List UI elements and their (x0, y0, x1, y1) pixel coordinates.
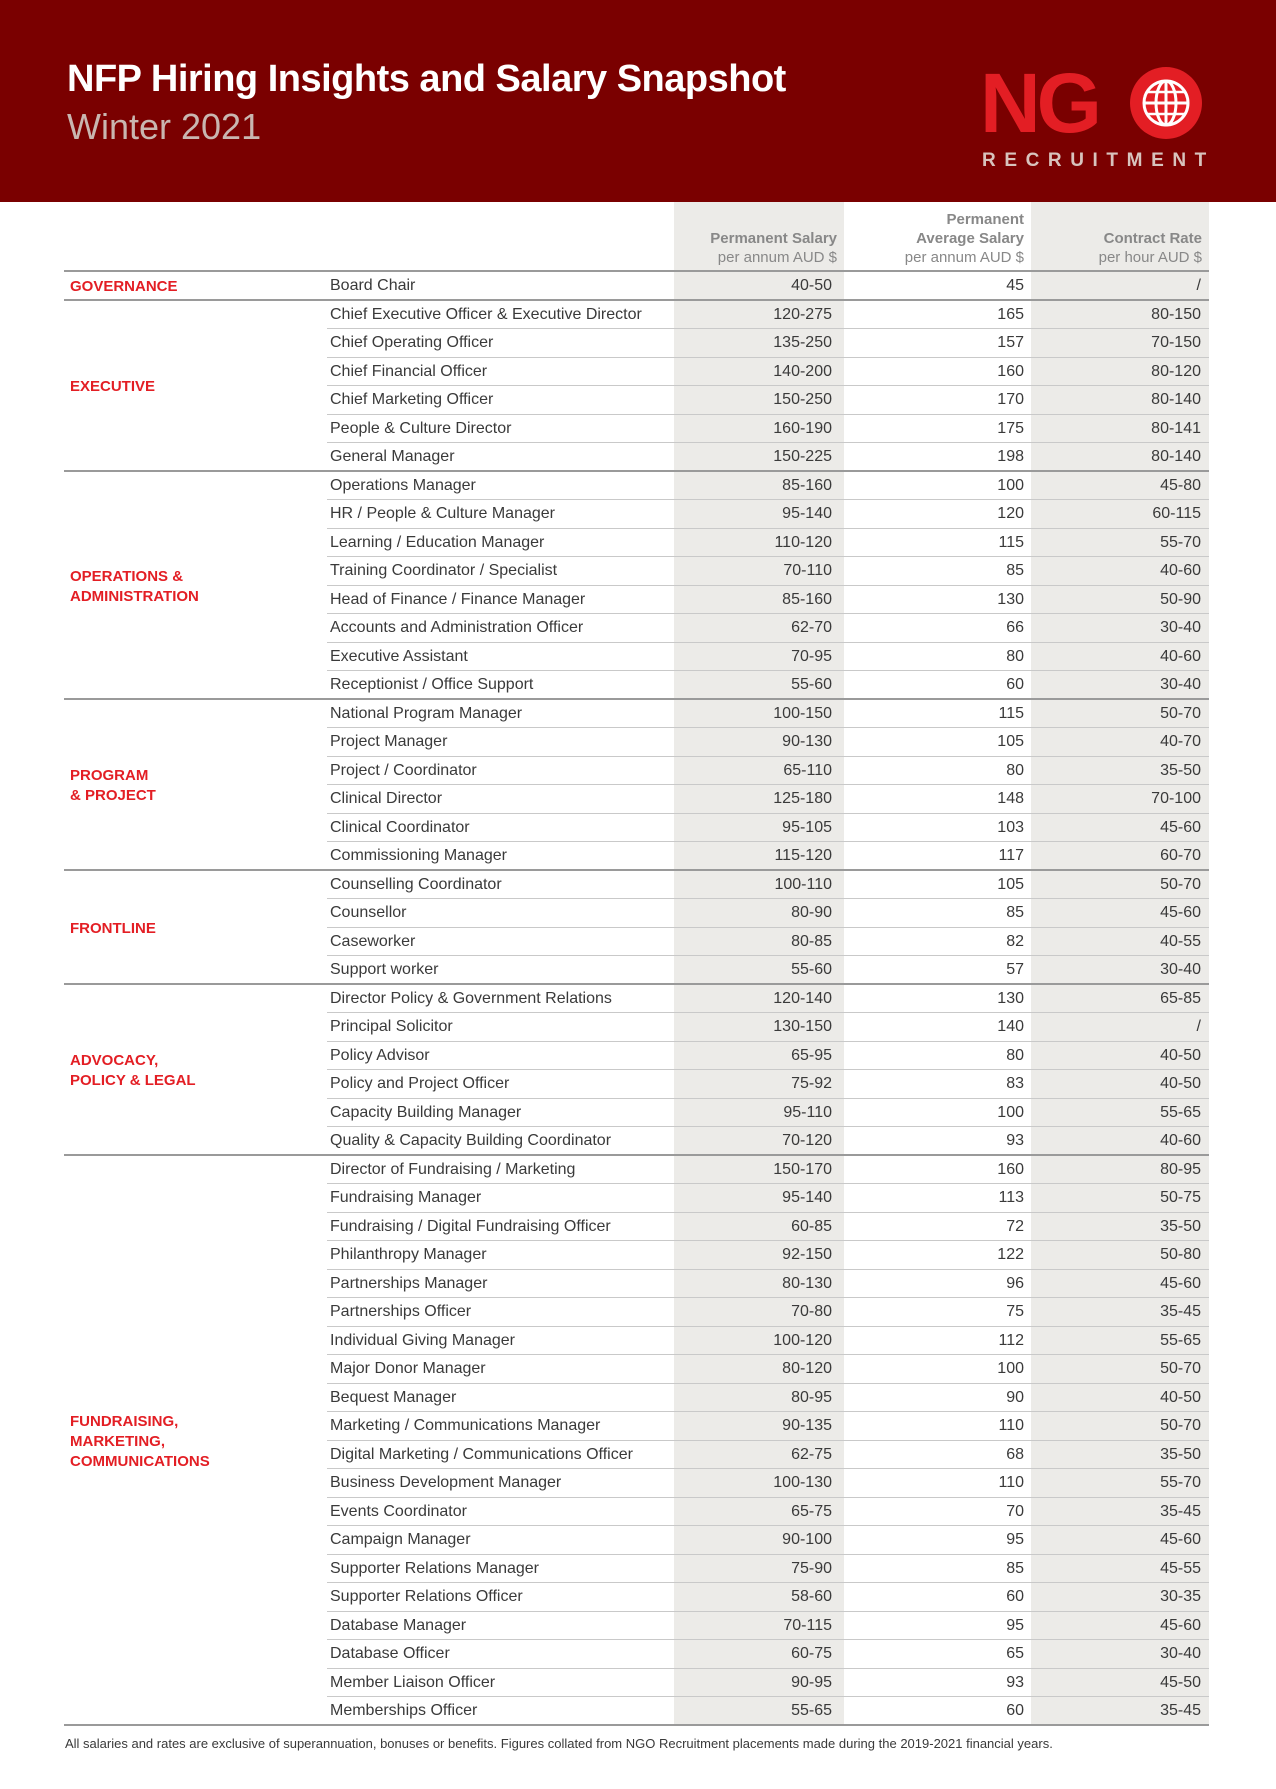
average-salary: 85 (1006, 1559, 1024, 1577)
group-label-line: EXECUTIVE (70, 378, 156, 395)
average-salary: 96 (1006, 1274, 1024, 1292)
average-salary: 122 (997, 1246, 1024, 1263)
permanent-salary-range: 55-60 (791, 676, 832, 693)
role-title: People & Culture Director (330, 419, 512, 437)
average-salary: 68 (1006, 1445, 1024, 1463)
group-label-line: POLICY & LEGAL (70, 1072, 196, 1089)
permanent-salary-range: 92-150 (782, 1246, 832, 1263)
contract-rate: 30-40 (1160, 1645, 1201, 1662)
contract-rate: / (1196, 1018, 1201, 1035)
table-row (0, 1241, 1276, 1270)
contract-rate: 45-60 (1160, 1616, 1201, 1634)
logo-tagline: RECRUITMENT (982, 150, 1215, 171)
role-title: General Manager (330, 448, 455, 465)
average-salary: 115 (998, 533, 1024, 551)
table-row (0, 500, 1276, 529)
role-title: Partnerships Manager (330, 1274, 488, 1292)
average-salary: 60 (1006, 1702, 1024, 1719)
table-row (0, 1099, 1276, 1128)
average-salary: 95 (1006, 1531, 1024, 1548)
table-row (0, 871, 1276, 900)
contract-rate: 40-50 (1160, 1388, 1201, 1406)
average-salary: 130 (997, 590, 1024, 608)
ngo-recruitment-logo (980, 58, 1215, 178)
average-salary: 90 (1006, 1388, 1024, 1406)
contract-rate: 50-80 (1160, 1246, 1201, 1263)
average-salary: 80 (1006, 647, 1024, 665)
role-title: Memberships Officer (330, 1702, 478, 1719)
contract-rate: 45-60 (1160, 818, 1201, 836)
contract-rate: 35-45 (1160, 1502, 1201, 1520)
role-title: Support worker (330, 961, 439, 978)
contract-rate: 45-50 (1160, 1673, 1201, 1691)
table-row (0, 1583, 1276, 1612)
permanent-salary-range: 95-105 (782, 818, 832, 836)
contract-rate: 80-150 (1151, 305, 1201, 323)
table-row (0, 1127, 1276, 1156)
role-title: Database Manager (330, 1616, 467, 1634)
table-row (0, 1355, 1276, 1384)
average-salary: 80 (1006, 1046, 1024, 1064)
role-title: Fundraising Manager (330, 1189, 482, 1206)
group-label-line: FRONTLINE (70, 919, 156, 937)
average-salary: 160 (997, 1160, 1024, 1178)
average-salary: 175 (997, 419, 1024, 437)
contract-rate: 45-80 (1160, 476, 1201, 494)
permanent-salary-range: 70-95 (791, 647, 832, 665)
role-title: Policy Advisor (330, 1046, 430, 1064)
permanent-salary-range: 55-65 (791, 1702, 832, 1719)
contract-rate: 30-40 (1160, 961, 1201, 978)
table-row (0, 1270, 1276, 1299)
role-title: Caseworker (330, 932, 416, 950)
table-row (0, 415, 1276, 444)
average-salary: 72 (1006, 1217, 1024, 1235)
average-salary: 140 (997, 1018, 1024, 1035)
permanent-salary-range: 40-50 (791, 277, 832, 294)
group-label-line: & PROJECT (70, 787, 156, 804)
contract-rate: 45-55 (1160, 1559, 1201, 1577)
average-salary: 160 (997, 362, 1024, 380)
table-row (0, 1612, 1276, 1641)
role-title: Director of Fundraising / Marketing (330, 1160, 576, 1178)
contract-rate: 50-90 (1160, 590, 1201, 608)
contract-rate: 45-60 (1160, 904, 1201, 921)
role-title: Major Donor Manager (330, 1360, 486, 1377)
average-salary: 100 (997, 1103, 1024, 1121)
role-title: Chief Executive Officer & Executive Director (330, 305, 642, 323)
permanent-salary-range: 140-200 (773, 362, 832, 380)
contract-rate: 55-65 (1160, 1103, 1201, 1121)
role-title: Business Development Manager (330, 1474, 562, 1491)
permanent-salary-range: 95-140 (782, 505, 832, 522)
contract-rate: 80-140 (1151, 448, 1201, 465)
role-title: Fundraising / Digital Fundraising Officer (330, 1217, 611, 1235)
table-row (0, 1298, 1276, 1327)
contract-rate: 40-50 (1160, 1075, 1201, 1092)
contract-rate: 35-50 (1160, 1217, 1201, 1235)
contract-rate: 70-100 (1151, 790, 1201, 807)
table-row (0, 1156, 1276, 1185)
permanent-salary-range: 85-160 (782, 476, 832, 494)
contract-rate: / (1196, 277, 1201, 294)
table-row (0, 301, 1276, 330)
table-row (0, 1555, 1276, 1584)
role-title: Learning / Education Manager (330, 533, 545, 551)
footnote: All salaries and rates are exclusive of superannuation, bonuses or benefits. Figures collated from NGO Recruitment placements made during the 2019-2021 financial years. (65, 1736, 1053, 1751)
permanent-salary-range: 70-110 (783, 562, 832, 579)
permanent-salary-range: 65-110 (783, 761, 832, 779)
average-salary: 105 (997, 875, 1024, 893)
role-title: Supporter Relations Officer (330, 1588, 523, 1605)
group-label (70, 277, 310, 297)
role-title: Head of Finance / Finance Manager (330, 590, 586, 608)
permanent-salary-range: 70-115 (783, 1616, 832, 1634)
permanent-salary-range: 125-180 (773, 790, 832, 807)
permanent-salary-range: 65-75 (791, 1502, 832, 1520)
role-title: National Program Manager (330, 704, 523, 722)
average-salary: 80 (1006, 761, 1024, 779)
table-row (0, 529, 1276, 558)
table-row (0, 1327, 1276, 1356)
permanent-salary-range: 62-75 (791, 1445, 832, 1463)
role-title: Campaign Manager (330, 1531, 471, 1548)
role-title: Commissioning Manager (330, 847, 507, 864)
permanent-salary-range: 110-120 (774, 533, 832, 551)
contract-rate: 30-35 (1160, 1588, 1201, 1605)
contract-rate: 40-50 (1160, 1046, 1201, 1064)
column-header-permanent-salary: Permanent Salary per annum AUD $ (710, 230, 837, 266)
role-title: HR / People & Culture Manager (330, 505, 555, 522)
contract-rate: 50-70 (1160, 1417, 1201, 1434)
permanent-salary-range: 90-95 (791, 1673, 832, 1691)
role-title: Director Policy & Government Relations (330, 989, 612, 1007)
average-salary: 57 (1006, 961, 1024, 978)
contract-rate: 80-140 (1151, 391, 1201, 408)
permanent-salary-range: 160-190 (773, 419, 832, 437)
table-row (0, 985, 1276, 1014)
permanent-salary-range: 65-95 (791, 1046, 832, 1064)
contract-rate: 55-70 (1160, 533, 1201, 551)
average-salary: 112 (998, 1331, 1024, 1349)
table-row (0, 1384, 1276, 1413)
average-salary: 198 (997, 448, 1024, 465)
group-label (70, 766, 310, 806)
role-title: Events Coordinator (330, 1502, 467, 1520)
average-salary: 85 (1006, 562, 1024, 579)
average-salary: 82 (1006, 932, 1024, 950)
average-salary: 110 (998, 1417, 1024, 1434)
column-header-average-salary: Permanent Average Salary per annum AUD $ (904, 211, 1024, 266)
permanent-salary-range: 70-80 (791, 1303, 832, 1320)
group-label-line: MARKETING, (70, 1432, 165, 1450)
role-title: Counsellor (330, 904, 407, 921)
column-header-contract-rate: Contract Rate per hour AUD $ (1098, 230, 1202, 266)
contract-rate: 35-45 (1160, 1303, 1201, 1320)
average-salary: 165 (997, 305, 1024, 323)
role-title: Board Chair (330, 277, 416, 294)
group-label-line: ADMINISTRATION (70, 587, 199, 605)
table-row (0, 443, 1276, 472)
table-row (0, 329, 1276, 358)
permanent-salary-range: 80-90 (791, 904, 832, 921)
group-label (70, 567, 310, 607)
average-salary: 83 (1006, 1075, 1024, 1092)
permanent-salary-range: 60-75 (791, 1645, 832, 1662)
page-title: NFP Hiring Insights and Salary Snapshot (67, 58, 786, 100)
contract-rate: 30-40 (1160, 676, 1201, 693)
contract-rate: 40-60 (1160, 1132, 1201, 1149)
average-salary: 60 (1006, 1588, 1024, 1605)
contract-rate: 35-45 (1160, 1702, 1201, 1719)
contract-rate: 60-70 (1160, 847, 1201, 864)
contract-rate: 50-75 (1160, 1189, 1201, 1206)
average-salary: 148 (997, 790, 1024, 807)
contract-rate: 40-60 (1160, 647, 1201, 665)
table-row (0, 814, 1276, 843)
table-row (0, 956, 1276, 985)
contract-rate: 65-85 (1160, 989, 1201, 1007)
group-label (70, 1412, 310, 1472)
average-salary: 113 (998, 1189, 1024, 1206)
role-title: Executive Assistant (330, 647, 468, 665)
globe-icon (1128, 65, 1204, 141)
role-title: Training Coordinator / Specialist (330, 562, 558, 579)
role-title: Bequest Manager (330, 1388, 457, 1406)
permanent-salary-range: 100-150 (773, 704, 832, 722)
role-title: Policy and Project Officer (330, 1075, 510, 1092)
row-rule (64, 1724, 1209, 1726)
average-salary: 120 (997, 505, 1024, 522)
table-row (0, 1498, 1276, 1527)
permanent-salary-range: 62-70 (791, 619, 832, 636)
contract-rate: 50-70 (1160, 704, 1201, 722)
permanent-salary-range: 70-120 (782, 1132, 832, 1149)
permanent-salary-range: 120-140 (773, 989, 832, 1007)
table-row (0, 1640, 1276, 1669)
group-label (70, 919, 310, 939)
group-label-line: ADVOCACY, (70, 1052, 159, 1069)
average-salary: 170 (997, 391, 1024, 408)
role-title: Supporter Relations Manager (330, 1559, 540, 1577)
permanent-salary-range: 80-120 (782, 1360, 832, 1377)
logo-wordmark: NG (980, 56, 1098, 150)
contract-rate: 45-60 (1160, 1274, 1201, 1292)
table-row (0, 1469, 1276, 1498)
permanent-salary-range: 120-275 (773, 305, 832, 323)
permanent-salary-range: 90-130 (782, 733, 832, 750)
average-salary: 85 (1006, 904, 1024, 921)
group-label (70, 377, 310, 397)
table-row (0, 614, 1276, 643)
average-salary: 95 (1006, 1616, 1024, 1634)
role-title: Member Liaison Officer (330, 1673, 496, 1691)
average-salary: 115 (998, 704, 1024, 722)
average-salary: 93 (1006, 1673, 1024, 1691)
role-title: Clinical Director (330, 790, 443, 807)
group-label-line: PROGRAM (70, 767, 149, 784)
average-salary: 66 (1006, 619, 1024, 636)
role-title: Clinical Coordinator (330, 818, 470, 836)
contract-rate: 55-65 (1160, 1331, 1201, 1349)
average-salary: 45 (1006, 277, 1024, 294)
role-title: Chief Marketing Officer (330, 391, 494, 408)
average-salary: 117 (998, 847, 1024, 864)
role-title: Accounts and Administration Officer (330, 619, 584, 636)
average-salary: 70 (1006, 1502, 1024, 1520)
contract-rate: 50-70 (1160, 875, 1201, 893)
contract-rate: 50-70 (1160, 1360, 1201, 1377)
contract-rate: 60-115 (1152, 505, 1201, 522)
table-row (0, 1184, 1276, 1213)
permanent-salary-range: 100-110 (774, 875, 832, 893)
group-label-line: GOVERNANCE (70, 278, 178, 296)
table-row (0, 842, 1276, 871)
contract-rate: 35-50 (1160, 1445, 1201, 1463)
permanent-salary-range: 85-160 (782, 590, 832, 608)
permanent-salary-range: 100-120 (773, 1331, 832, 1349)
role-title: Marketing / Communications Manager (330, 1417, 601, 1434)
table-row (0, 472, 1276, 501)
permanent-salary-range: 115-120 (774, 847, 832, 864)
role-title: Project Manager (330, 733, 448, 750)
average-salary: 93 (1006, 1132, 1024, 1149)
permanent-salary-range: 150-250 (773, 391, 832, 408)
contract-rate: 80-141 (1151, 419, 1201, 437)
role-title: Partnerships Officer (330, 1303, 472, 1320)
table-row (0, 700, 1276, 729)
average-salary: 100 (997, 1360, 1024, 1377)
role-title: Chief Financial Officer (330, 362, 488, 380)
table-row (0, 1697, 1276, 1726)
permanent-salary-range: 100-130 (773, 1474, 832, 1491)
role-title: Counselling Coordinator (330, 875, 502, 893)
contract-rate: 40-60 (1160, 562, 1201, 579)
role-title: Chief Operating Officer (330, 334, 494, 351)
average-salary: 110 (998, 1474, 1024, 1491)
permanent-salary-range: 55-60 (791, 961, 832, 978)
contract-rate: 35-50 (1160, 761, 1201, 779)
role-title: Principal Solicitor (330, 1018, 453, 1035)
contract-rate: 45-60 (1160, 1531, 1201, 1548)
contract-rate: 55-70 (1160, 1474, 1201, 1491)
contract-rate: 30-40 (1160, 619, 1201, 636)
role-title: Operations Manager (330, 476, 476, 494)
table-row (0, 1526, 1276, 1555)
permanent-salary-range: 90-135 (782, 1417, 832, 1434)
role-title: Individual Giving Manager (330, 1331, 515, 1349)
contract-rate: 80-120 (1151, 362, 1201, 380)
permanent-salary-range: 95-140 (782, 1189, 832, 1206)
permanent-salary-range: 150-170 (773, 1160, 832, 1178)
role-title: Database Officer (330, 1645, 450, 1662)
role-title: Philanthropy Manager (330, 1246, 487, 1263)
contract-rate: 40-55 (1160, 932, 1201, 950)
table-row (0, 1013, 1276, 1042)
permanent-salary-range: 130-150 (773, 1018, 832, 1035)
group-label-line: OPERATIONS & (70, 567, 184, 585)
permanent-salary-range: 60-85 (791, 1217, 832, 1235)
permanent-salary-range: 75-92 (791, 1075, 832, 1092)
contract-rate: 80-95 (1160, 1160, 1201, 1178)
permanent-salary-range: 80-95 (791, 1388, 832, 1406)
permanent-salary-range: 80-85 (791, 932, 832, 950)
table-row (0, 1213, 1276, 1242)
table-row (0, 728, 1276, 757)
group-label (70, 1051, 310, 1091)
role-title: Digital Marketing / Communications Officer (330, 1445, 633, 1463)
permanent-salary-range: 135-250 (773, 334, 832, 351)
permanent-salary-range: 80-130 (782, 1274, 832, 1292)
permanent-salary-range: 90-100 (782, 1531, 832, 1548)
page-subtitle: Winter 2021 (67, 106, 262, 147)
average-salary: 103 (997, 818, 1024, 836)
permanent-salary-range: 150-225 (773, 448, 832, 465)
role-title: Capacity Building Manager (330, 1103, 522, 1121)
table-row (0, 1669, 1276, 1698)
role-title: Project / Coordinator (330, 761, 477, 779)
average-salary: 157 (997, 334, 1024, 351)
average-salary: 75 (1006, 1303, 1024, 1320)
table-row (0, 671, 1276, 700)
group-label-line: COMMUNICATIONS (70, 1452, 210, 1470)
role-title: Quality & Capacity Building Coordinator (330, 1132, 612, 1149)
contract-rate: 70-150 (1151, 334, 1201, 351)
average-salary: 105 (997, 733, 1024, 750)
average-salary: 65 (1006, 1645, 1024, 1662)
average-salary: 60 (1006, 676, 1024, 693)
permanent-salary-range: 75-90 (791, 1559, 832, 1577)
permanent-salary-range: 95-110 (783, 1103, 832, 1121)
role-title: Receptionist / Office Support (330, 676, 534, 693)
average-salary: 100 (997, 476, 1024, 494)
group-label-line: FUNDRAISING, (70, 1412, 179, 1430)
contract-rate: 40-70 (1160, 733, 1201, 750)
table-row (0, 643, 1276, 672)
average-salary: 130 (997, 989, 1024, 1007)
permanent-salary-range: 58-60 (791, 1588, 832, 1605)
